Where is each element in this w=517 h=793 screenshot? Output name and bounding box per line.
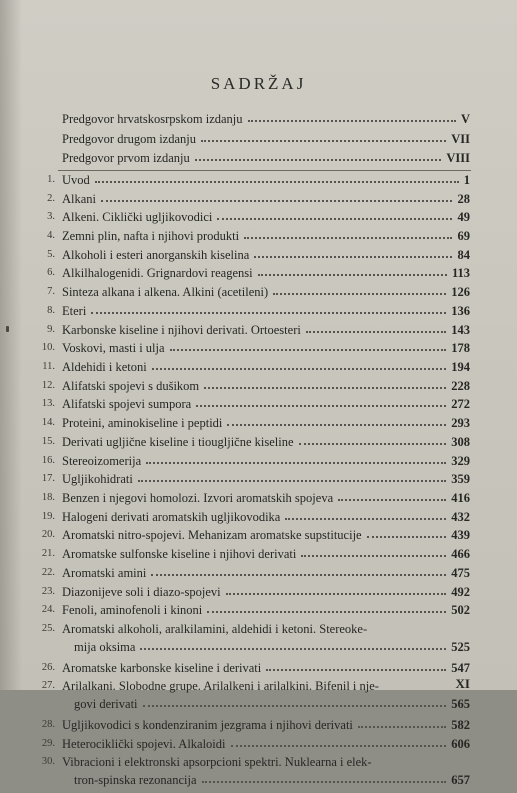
page-number: 657 <box>451 773 470 788</box>
section-divider <box>58 170 471 171</box>
chapter-entry <box>0 341 517 361</box>
entry-title: Halogeni derivati aromatskih ugljikovodika <box>62 509 281 524</box>
entry-title: Sinteza alkana i alkena. Alkini (acetileni) <box>62 285 269 300</box>
entry-title: Stereoizomerija <box>62 453 142 468</box>
page-number: 606 <box>451 736 470 751</box>
chapter-entry-continuation <box>0 640 517 660</box>
chapter-entry <box>0 661 517 681</box>
page-number: VII <box>451 131 470 146</box>
chapter-number: 12. <box>41 379 55 391</box>
entry-title: Alkeni. Ciklički ugljikovodici <box>62 210 213 225</box>
chapter-number: 20. <box>41 529 55 541</box>
entry-title: Vibracioni i elektronski apsorpcioni spektri. Nuklearna i elek- <box>62 755 372 770</box>
dot-leader <box>217 210 452 220</box>
chapter-entry <box>0 454 517 474</box>
dot-leader <box>358 718 446 728</box>
entry-title: Aldehidi i ketoni <box>62 359 147 374</box>
page-number: 178 <box>451 341 470 356</box>
dot-leader <box>202 773 446 783</box>
chapter-entry <box>0 360 517 380</box>
chapter-number: 19. <box>41 510 55 522</box>
chapter-entry <box>0 622 517 642</box>
page-number: 475 <box>451 565 470 580</box>
chapter-entry <box>0 603 517 623</box>
dot-leader <box>91 304 446 314</box>
dot-leader <box>231 737 446 747</box>
entry-title: Derivati ugljične kiseline i tiougljične kiseline <box>62 434 294 449</box>
chapter-number: 14. <box>41 417 55 429</box>
dot-leader <box>258 266 447 276</box>
chapter-number: 17. <box>41 473 55 485</box>
preface-entry <box>0 151 517 171</box>
dot-leader <box>227 416 446 426</box>
chapter-number: 29. <box>41 737 55 749</box>
page-number: V <box>460 112 470 126</box>
chapter-number: 9. <box>47 323 55 335</box>
chapter-number: 11. <box>42 360 55 372</box>
entry-title: Aromatske karbonske kiseline i derivati <box>62 660 262 675</box>
dot-leader <box>254 248 452 258</box>
preface-entry <box>0 112 517 132</box>
entry-title: Ugljikovodici s kondenziranim jezgrama i njihovi derivati <box>62 717 353 732</box>
entry-title: tron-spinska rezonancija <box>74 773 197 788</box>
entry-title: Alkilhalogenidi. Grignardovi reagensi <box>62 266 253 281</box>
dot-leader <box>285 510 446 520</box>
entry-title: Eteri <box>62 303 87 318</box>
page-number: 547 <box>451 660 470 675</box>
entry-title: Aromatski nitro-spojevi. Mehanizam aromatske supstitucije <box>62 528 362 543</box>
dot-leader <box>138 472 446 482</box>
page-number: 272 <box>451 397 470 412</box>
chapter-entry <box>0 585 517 605</box>
chapter-entry <box>0 510 517 530</box>
page-title: SADRŽAJ <box>210 74 307 93</box>
page-number: 308 <box>451 434 470 449</box>
chapter-number: 26. <box>41 661 55 673</box>
dot-leader <box>299 435 446 445</box>
chapter-number: 28. <box>41 718 55 730</box>
chapter-number: 13. <box>41 398 55 410</box>
page-number: 136 <box>451 303 470 318</box>
entry-title: mija oksima <box>74 640 136 655</box>
dot-leader <box>301 547 446 557</box>
page-number: 1 <box>463 172 470 187</box>
chapter-number: 15. <box>41 435 55 447</box>
chapter-entry <box>0 435 517 455</box>
chapter-number: 24. <box>41 604 55 616</box>
chapter-number: 6. <box>47 267 55 279</box>
page-number: 525 <box>451 640 470 655</box>
chapter-entry <box>0 285 517 305</box>
page-number: 582 <box>451 717 470 732</box>
chapter-number: 22. <box>41 566 55 578</box>
dot-leader <box>248 112 456 122</box>
chapter-entry <box>0 229 517 249</box>
entry-title: Uvod <box>62 172 90 187</box>
chapter-entry <box>0 397 517 417</box>
chapter-number: 21. <box>41 548 55 560</box>
chapter-entry-continuation <box>0 773 517 793</box>
page-number: 143 <box>451 322 470 337</box>
chapter-entry <box>0 266 517 286</box>
page-number: 329 <box>451 453 470 468</box>
page-number: 416 <box>451 491 470 505</box>
chapter-number: 5. <box>47 248 55 260</box>
dot-leader <box>195 151 441 161</box>
page-number: 194 <box>451 359 470 374</box>
chapter-number: 25. <box>41 623 55 635</box>
page-number: 293 <box>451 416 470 431</box>
chapter-entry <box>0 491 517 511</box>
page-number: 126 <box>451 285 470 300</box>
chapter-entry <box>0 173 517 193</box>
entry-title: Proteini, aminokiseline i peptidi <box>62 416 223 431</box>
page-number: 466 <box>451 547 470 562</box>
dot-leader <box>151 566 446 576</box>
page-number: 439 <box>451 528 470 543</box>
chapter-entry <box>0 737 517 757</box>
dot-leader <box>196 397 446 407</box>
dot-leader <box>207 603 446 613</box>
entry-title: Fenoli, aminofenoli i kinoni <box>62 603 203 618</box>
dot-leader <box>140 640 446 650</box>
dot-leader <box>204 379 446 389</box>
chapter-number: 1. <box>47 173 55 185</box>
chapter-entry <box>0 679 517 699</box>
chapter-entry <box>0 192 517 212</box>
chapter-entry <box>0 566 517 586</box>
page-number: 565 <box>451 697 470 712</box>
chapter-entry-continuation <box>0 697 517 717</box>
dot-leader <box>101 192 452 202</box>
entry-title: Diazonijeve soli i diazo-spojevi <box>62 584 221 599</box>
entry-title: Alifatski spojevi s dušikom <box>62 378 200 393</box>
chapter-number: 8. <box>47 304 55 316</box>
entry-title: Aromatske sulfonske kiseline i njihovi derivati <box>62 547 297 562</box>
chapter-entry <box>0 248 517 268</box>
entry-title: Arilalkani. Slobodne grupe. Arilalkeni i arilalkini. Bifenil i nje- <box>62 679 379 694</box>
chapter-entry <box>0 718 517 738</box>
chapter-number: 18. <box>41 492 55 503</box>
dot-leader <box>226 585 446 595</box>
chapter-entry <box>0 323 517 343</box>
page-number-footer: XI <box>455 676 470 691</box>
entry-title: Benzen i njegovi homolozi. Izvori aromatskih spojeva <box>62 491 334 505</box>
chapter-entry <box>0 210 517 230</box>
chapter-entry <box>0 304 517 324</box>
chapter-number: 4. <box>47 229 55 241</box>
entry-title: Zemni plin, nafta i njihovi produkti <box>62 228 240 243</box>
chapter-number: 3. <box>47 211 55 223</box>
chapter-entry <box>0 379 517 399</box>
chapter-number: 27. <box>41 680 55 692</box>
entry-title: Alkoholi i esteri anorganskih kiselina <box>62 247 250 262</box>
dot-leader <box>266 661 446 671</box>
entry-title: Karbonske kiseline i njihovi derivati. Ortoesteri <box>62 322 301 337</box>
entry-title: Predgovor prvom izdanju <box>62 151 190 166</box>
page-number: 84 <box>457 247 470 262</box>
page-number: 492 <box>451 584 470 599</box>
dot-leader <box>95 173 459 183</box>
entry-title: govi derivati <box>74 697 138 712</box>
dot-leader <box>367 528 446 538</box>
entry-title: Aromatski amini <box>62 565 147 580</box>
page-number: 432 <box>451 509 470 524</box>
dot-leader <box>152 360 446 370</box>
entry-title: Aromatski alkoholi, aralkilamini, aldehidi i ketoni. Stereoke- <box>62 622 368 637</box>
page-number: VIII <box>446 151 470 166</box>
page-number: 359 <box>451 472 470 487</box>
page-number: 49 <box>457 210 470 225</box>
chapter-entry <box>0 472 517 492</box>
dot-leader <box>143 697 446 707</box>
chapter-entry <box>0 755 517 775</box>
chapter-number: 2. <box>47 192 55 204</box>
dot-leader <box>306 323 446 333</box>
chapter-number: 23. <box>41 585 55 597</box>
page-number: 69 <box>457 228 470 243</box>
chapter-entry <box>0 416 517 436</box>
page-number: 228 <box>451 378 470 393</box>
dot-leader <box>338 491 446 501</box>
entry-title: Predgovor hrvatskosrpskom izdanju <box>62 112 243 126</box>
entry-title: Predgovor drugom izdanju <box>62 131 197 146</box>
dot-leader <box>273 285 446 295</box>
entry-title: Voskovi, masti i ulja <box>62 341 165 356</box>
page-number: 502 <box>451 603 470 618</box>
page-number: 113 <box>451 266 470 281</box>
chapter-number: 10. <box>41 342 55 354</box>
chapter-number: 7. <box>47 286 55 298</box>
chapter-entry <box>0 528 517 548</box>
dot-leader <box>170 341 446 351</box>
dot-leader <box>244 229 452 239</box>
dot-leader <box>201 132 446 142</box>
entry-title: Ugljikohidrati <box>62 472 133 487</box>
chapter-number: 30. <box>41 756 55 768</box>
entry-title: Alkani <box>62 191 97 206</box>
dot-leader <box>146 454 446 464</box>
chapter-entry <box>0 547 517 567</box>
entry-title: Alifatski spojevi sumpora <box>62 397 192 412</box>
chapter-number: 16. <box>41 454 55 466</box>
entry-title: Heterociklički spojevi. Alkaloidi <box>62 736 226 751</box>
page-number: 28 <box>457 191 470 206</box>
preface-entry <box>0 132 517 152</box>
